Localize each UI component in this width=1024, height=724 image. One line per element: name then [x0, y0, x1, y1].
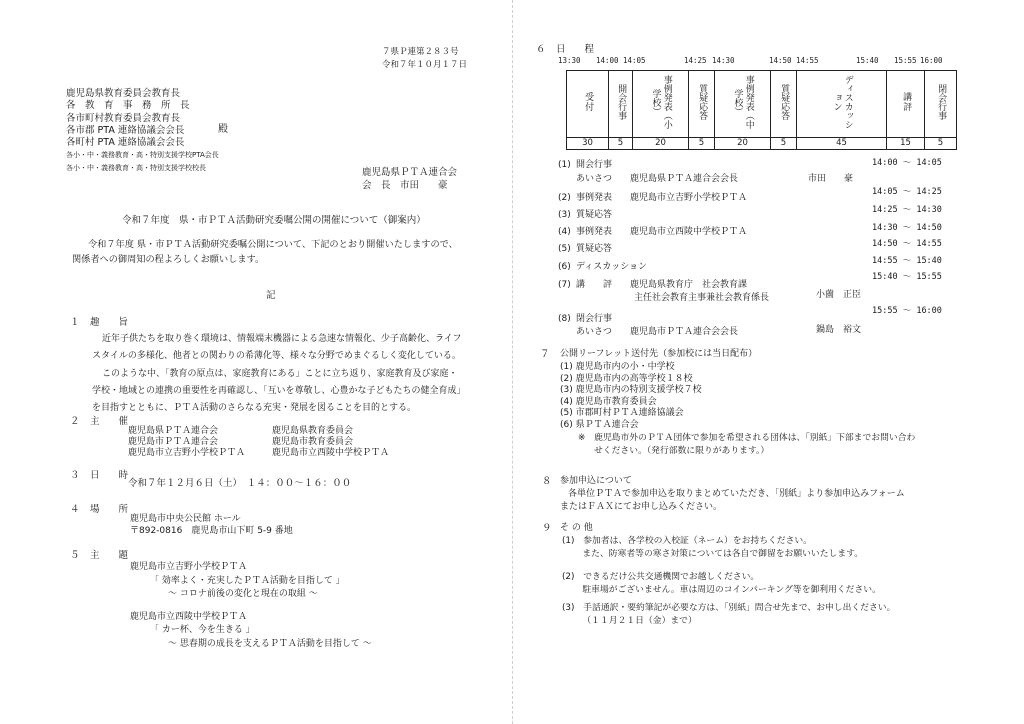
- ki-heading: 記: [266, 290, 276, 301]
- schedule-cell: [689, 71, 715, 138]
- recipient-line: 鹿児島県教育委員会教育長: [66, 88, 181, 99]
- section-number: ５: [70, 550, 80, 561]
- program-number: (1): [558, 160, 571, 170]
- other-item: 駐車場がございません。車は周辺のコインパーキング等を御利用ください。: [562, 585, 881, 595]
- doc-number: ７県Ｐ連第２８３号: [382, 47, 459, 57]
- section-number: ８: [542, 476, 552, 487]
- program-time: 14:05 〜 14:25: [872, 187, 942, 197]
- section-title: 主 催: [90, 416, 129, 427]
- program-time: 14:30 〜 14:50: [872, 223, 942, 233]
- program-number: (8): [558, 314, 571, 324]
- venue-name: 鹿児島市中央公民館 ホール: [130, 514, 241, 524]
- program-number: (6): [558, 262, 571, 272]
- theme-subtitle: 〜 思春期の成長を支えるＰＴＡ活動を目指して 〜: [168, 639, 372, 649]
- program-person: 市田 豪: [808, 174, 854, 184]
- program-time: 15:40 〜 15:55: [872, 272, 942, 282]
- section-number: ７: [540, 349, 550, 360]
- organizer: 鹿児島市教育委員会: [272, 437, 354, 447]
- program-item: ディスカッション: [576, 262, 648, 272]
- program-item: 主任社会教育主事兼社会教育係長: [634, 293, 770, 303]
- event-datetime: 令和７年１２月６日（土） １４：００〜１６：００: [128, 478, 352, 489]
- section-title: 場 所: [90, 504, 129, 515]
- other-item: （１１月２１日（金）まで）: [562, 616, 697, 626]
- schedule-label: 質疑応答: [779, 84, 790, 120]
- theme-school: 鹿児島市立西陵中学校ＰＴＡ: [130, 612, 248, 622]
- program-item: 質疑応答: [576, 244, 613, 254]
- venue-address: 〒892-0816 鹿児島市山下町 5-9 番地: [130, 526, 293, 536]
- recipient-line: 各町村 PTA 連絡協議会会長: [66, 137, 185, 149]
- distribution-item: (3) 鹿児島市内の特別支援学校７校: [560, 385, 702, 396]
- other-item: (2) できるだけ公共交通機関でお越しください。: [562, 572, 760, 582]
- organizers-right: [272, 426, 389, 459]
- section-number: ４: [70, 504, 80, 515]
- schedule-time: 13:30: [558, 56, 581, 65]
- schedule-cell: [715, 71, 771, 138]
- schedule-time: 16:00: [920, 56, 943, 65]
- section-title: 公開リーフレット送付先（参加校には当日配布）: [560, 349, 758, 359]
- program-item: あいさつ 鹿児島市ＰＴＡ連合会会長: [576, 327, 739, 337]
- section-title: そ の 他: [560, 523, 593, 533]
- schedule-cell: [925, 71, 957, 138]
- distribution-item: (4) 鹿児島市教育委員会: [560, 396, 657, 407]
- schedule-minutes: 30: [567, 138, 609, 150]
- recipient-line: 各市郡 PTA 連絡協議会会長: [66, 124, 185, 136]
- distribution-list: [560, 362, 702, 432]
- intro-line: 令和７年度 県・市ＰＴＡ活動研究委嘱公開について、下記のとおり開催いたしますので、: [88, 239, 458, 250]
- schedule-minutes: 5: [609, 138, 633, 150]
- schedule-time: 14:55: [796, 56, 819, 65]
- recipient-line: 各小・中・義務教育・高・特別支援学校PTA会長: [66, 151, 219, 160]
- program-item: 事例発表 鹿児島市立吉野小学校ＰＴＡ: [576, 193, 748, 203]
- schedule-time: 14:50: [769, 56, 792, 65]
- schedule-time: 15:40: [856, 56, 879, 65]
- purpose-line: スタイルの多様化、他者との関わりの希薄化等、様々な分野でめまぐるしく変化している。: [92, 351, 461, 362]
- schedule-label: ディスカッション: [831, 75, 853, 129]
- schedule-minutes: 20: [715, 138, 771, 150]
- application-text: 各単位ＰＴＡで参加申込を取りまとめていただき、「別紙」より参加申込みフォーム: [568, 489, 905, 499]
- schedule-minutes: 20: [633, 138, 689, 150]
- doc-date: 令和７年１０月１７日: [382, 60, 468, 70]
- theme-subtitle: 〜 コロナ前後の変化と現在の取組 〜: [168, 589, 318, 599]
- other-item: (1) 参加者は、各学校の入校証（ネーム）をお持ちください。: [562, 536, 812, 546]
- schedule-cell: [771, 71, 797, 138]
- other-item: (3) 手話通訳・要約筆記が必要な方は、「別紙」問合せ先まで、お申し出ください。: [562, 603, 896, 613]
- schedule-label: 受付: [583, 92, 594, 112]
- schedule-time: 14:30: [712, 56, 735, 65]
- schedule-label: 事例発表（中学校）: [732, 75, 754, 129]
- schedule-time-row: [556, 56, 996, 68]
- schedule-minutes: 15: [887, 138, 925, 150]
- section-number: １: [70, 317, 80, 328]
- theme-school: 鹿児島市立吉野小学校ＰＴＡ: [130, 562, 248, 572]
- program-number: (4): [558, 227, 571, 237]
- program-number: (3): [558, 210, 571, 220]
- program-item: 質疑応答: [576, 210, 613, 220]
- schedule-label: 講評: [901, 92, 912, 112]
- program-item: あいさつ 鹿児島県ＰＴＡ連合会会長: [576, 174, 739, 184]
- purpose-line: 近年子供たちを取り巻く環境は、情報端末機器による急速な情報化、少子高齢化、ライフ: [102, 334, 462, 344]
- schedule-cell: [797, 71, 887, 138]
- organizers-left: [128, 426, 245, 459]
- schedule-label-row: [567, 71, 957, 138]
- schedule-table: [566, 70, 957, 150]
- recipient-line: 各 教 育 事 務 所 長: [66, 100, 190, 112]
- section-number: ９: [542, 523, 552, 534]
- schedule-cell: [609, 71, 633, 138]
- program-item: 講 評 鹿児島県教育庁 社会教育課: [576, 280, 748, 290]
- purpose-line: を目指すとともに、ＰＴＡ活動のさらなる充実・発展を図ることを目的とする。: [92, 403, 417, 414]
- schedule-cell: [887, 71, 925, 138]
- section-title: 日 時: [90, 470, 129, 481]
- theme-title: 「 効率よく・充実したＰＴＡ活動を目指して 」: [150, 576, 345, 586]
- schedule-time: 14:00: [596, 56, 619, 65]
- organizer: 鹿児島市立西陵中学校ＰＴＡ: [272, 448, 390, 458]
- program-item: 開会行事: [576, 160, 613, 170]
- section-number: ３: [70, 470, 80, 481]
- sender-title: 会 長 市田 豪: [362, 180, 448, 191]
- recipient-line: 各小・中・義務教育・高・特別支援学校校長: [66, 163, 206, 172]
- intro-line: 関係者への御周知の程よろしくお願いします。: [72, 254, 265, 265]
- section-title: 主 題: [90, 550, 129, 561]
- schedule-time: 14:25: [684, 56, 707, 65]
- honorific: 殿: [218, 124, 228, 135]
- section-number: ６: [536, 44, 546, 55]
- schedule-label: 事例発表（小学校）: [650, 75, 672, 129]
- program-number: (7): [558, 280, 571, 290]
- distribution-item: (2) 鹿児島市内の高等学校１８校: [560, 373, 693, 384]
- purpose-text: [92, 331, 466, 417]
- program-item: 事例発表 鹿児島市立西陵中学校ＰＴＡ: [576, 227, 748, 237]
- purpose-line: このような中、「教育の原点は、家庭教育にある」ことに立ち返り、家庭教育及び家庭・: [102, 368, 458, 379]
- section-title: 趣 旨: [90, 317, 129, 328]
- subject-title: 令和７年度 県・市ＰＴＡ活動研究委嘱公開の開催について（御案内）: [122, 215, 426, 226]
- schedule-cell: [633, 71, 689, 138]
- schedule-label: 開会行事: [616, 84, 627, 120]
- program-person: 小薗 正臣: [816, 290, 862, 300]
- organizer: 鹿児島県ＰＴＡ連合会: [128, 426, 219, 436]
- recipient-line: 各市町村教育委員会教育長: [66, 112, 181, 124]
- distribution-note: ※ 鹿児島市外のＰＴＡ団体で参加を希望される団体は、「別紙」下部までお問い合わ: [578, 433, 916, 443]
- schedule-minutes: 45: [797, 138, 887, 150]
- program-number: (5): [558, 244, 571, 254]
- organizer: 鹿児島県教育委員会: [272, 426, 354, 436]
- schedule-minutes: 5: [771, 138, 797, 150]
- schedule-label: 質疑応答: [697, 84, 708, 120]
- other-item: また、防寒者等の寒さ対策については各自で御留をお願いいたします。: [562, 549, 864, 559]
- schedule-label: 閉会行事: [936, 84, 947, 120]
- distribution-note: せください。（発行部数に限りがあります。）: [594, 446, 770, 456]
- program-time: 14:55 〜 15:40: [872, 256, 942, 266]
- distribution-item: (1) 鹿児島市内の小・中学校: [560, 362, 675, 372]
- schedule-minutes-row: [567, 138, 957, 150]
- application-text: またはＦＡＸにてお申し込みください。: [560, 502, 723, 512]
- schedule-time: 14:05: [623, 56, 646, 65]
- section-title: 日 程: [556, 44, 595, 55]
- distribution-item: (5) 市郡町村ＰＴＡ連絡協議会: [560, 408, 684, 419]
- program-time: 14:50 〜 14:55: [872, 239, 942, 249]
- program-time: 14:25 〜 14:30: [872, 205, 942, 215]
- theme-title: 「 カー杯、今を生きる 」: [150, 625, 255, 635]
- program-time: 15:55 〜 16:00: [872, 306, 942, 316]
- section-title: 参加申込について: [560, 476, 632, 486]
- program-number: (2): [558, 193, 571, 203]
- schedule-minutes: 5: [689, 138, 715, 150]
- right-page: [512, 0, 1024, 724]
- schedule-minutes: 5: [925, 138, 957, 150]
- purpose-line: 学校・地域との連携の重要性を再確認し、「互いを尊敬し、心豊かな子どもたちの健全育成」: [92, 385, 466, 396]
- program-time: 14:00 〜 14:05: [872, 158, 942, 168]
- organizer: 鹿児島市立吉野小学校ＰＴＡ: [128, 448, 246, 458]
- schedule-cell: [567, 71, 609, 138]
- section-number: ２: [70, 416, 80, 427]
- sender-org: 鹿児島県ＰＴＡ連合会: [362, 167, 458, 178]
- organizer: 鹿児島市ＰＴＡ連合会: [128, 437, 219, 447]
- distribution-item: (6) 県ＰＴＡ連合会: [560, 419, 639, 430]
- program-person: 鍋島 裕文: [816, 325, 862, 335]
- schedule-time: 15:55: [894, 56, 917, 65]
- recipient-list: [66, 88, 219, 174]
- program-item: 閉会行事: [576, 314, 613, 324]
